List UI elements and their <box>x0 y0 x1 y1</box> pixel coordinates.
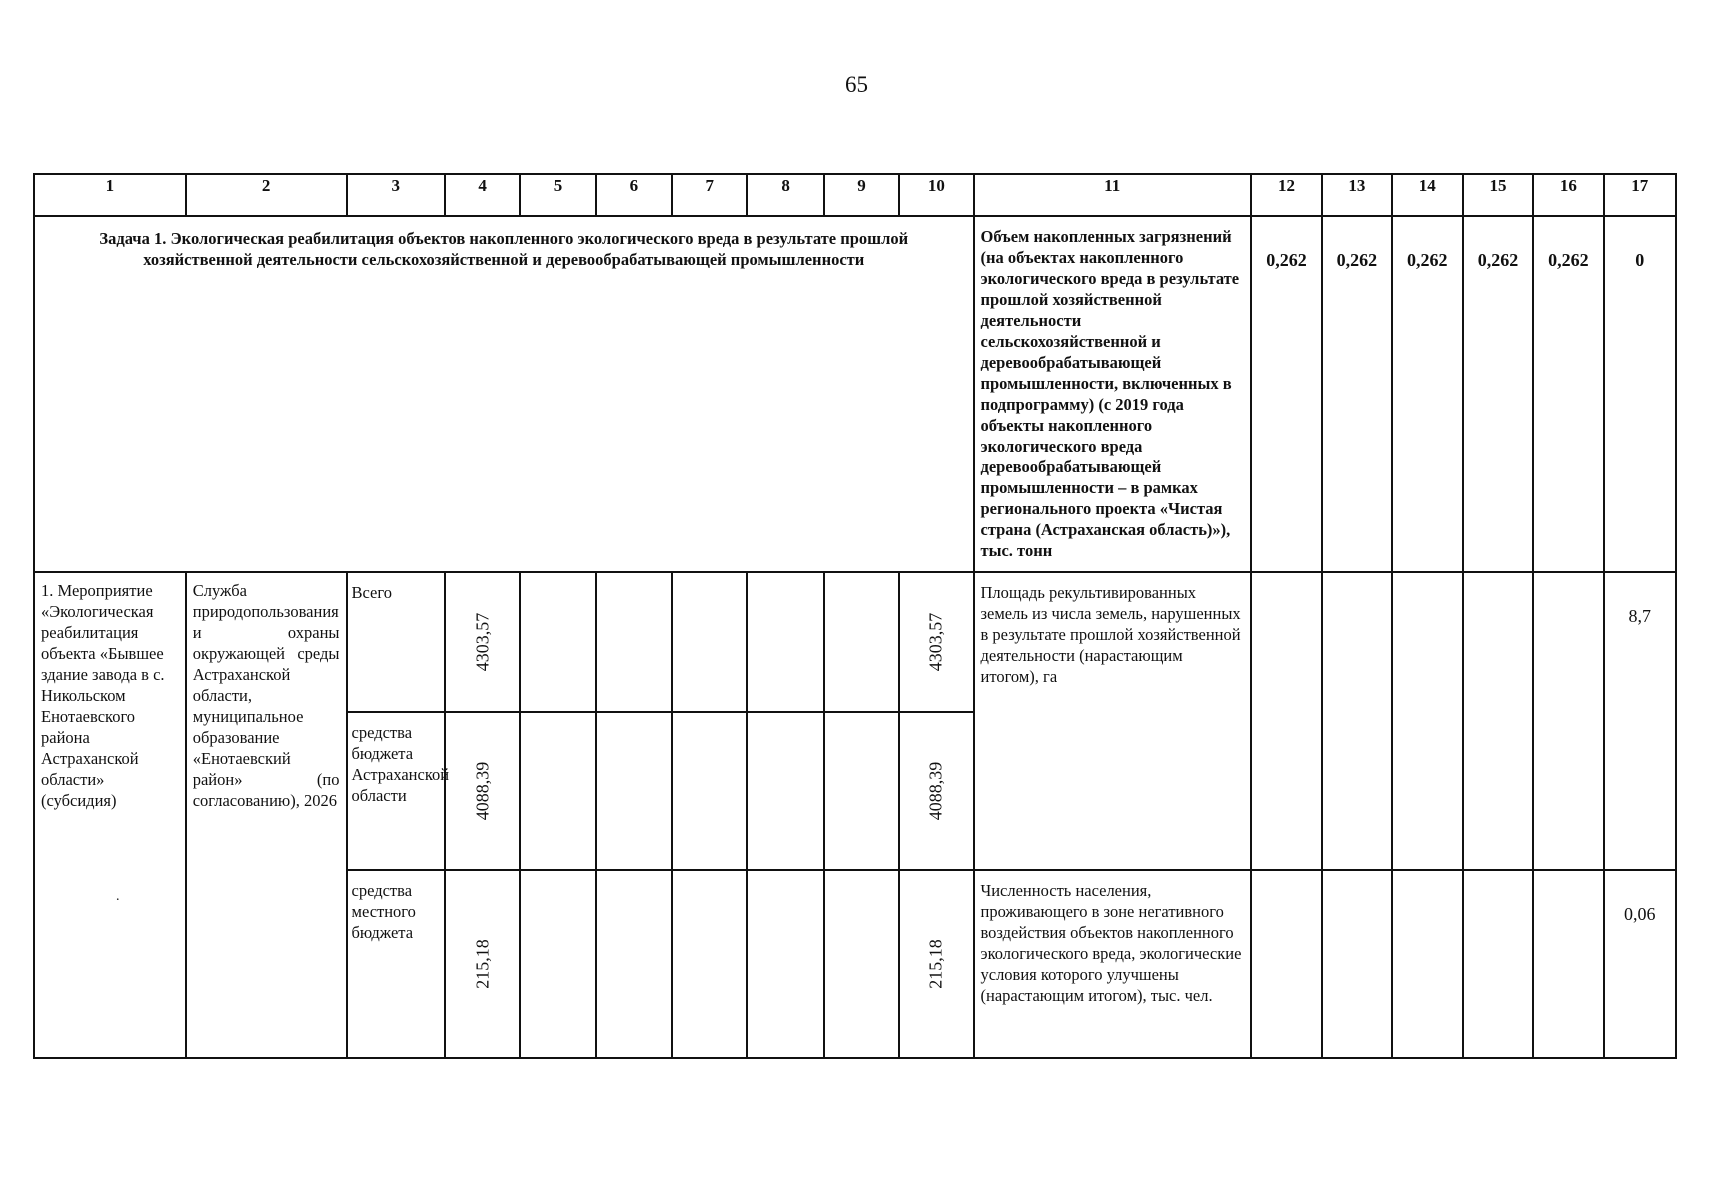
amount-value: 4088,39 <box>472 761 493 821</box>
indicator-population: Численность населения, проживающего в зоне негативного воздействия объектов накопленного экологического вреда, экологические условия которого улучшены (нарастающим итогом), тыс. чел. <box>974 870 1251 1058</box>
column-header: 7 <box>672 174 747 216</box>
header-row <box>34 174 1676 216</box>
amount-cell <box>899 712 973 870</box>
amount-value: 4303,57 <box>472 612 493 672</box>
amount-cell <box>445 712 520 870</box>
column-header: 9 <box>824 174 899 216</box>
amount-cell <box>445 870 520 1058</box>
column-header: 8 <box>747 174 823 216</box>
measure-name: 1. Мероприятие «Экологическая реабилитация объекта «Бывшее здание завода в с. Никольском Енотаевского района Астраханской области» (субсидия) <box>34 572 186 1058</box>
funding-source: средства местного бюджета <box>347 870 445 1058</box>
column-header: 12 <box>1251 174 1322 216</box>
column-header: 16 <box>1533 174 1603 216</box>
column-header: 6 <box>596 174 672 216</box>
column-header: 4 <box>445 174 520 216</box>
amount-value: 215,18 <box>472 939 493 989</box>
amount-value: 4303,57 <box>925 612 946 672</box>
indicator-value: 0,06 <box>1604 870 1676 1058</box>
page-number: 65 <box>845 72 868 97</box>
column-header: 3 <box>347 174 445 216</box>
measure-executor: Служба природопользования и охраны окружающей среды Астраханской области, муниципальное образование «Енотаевский район» (по согласованию), 2026 <box>186 572 347 1058</box>
task-title: Задача 1. Экологическая реабилитация объектов накопленного экологического вреда в результате прошлой хозяйственной деятельности сельскохозяйственной и деревообрабатывающей промышленности <box>34 216 974 572</box>
column-header: 17 <box>1604 174 1676 216</box>
task-value: 0,262 <box>1322 216 1391 572</box>
task-value: 0,262 <box>1251 216 1322 572</box>
amount-cell <box>445 572 520 712</box>
program-table <box>33 173 1677 1059</box>
indicator-value: 8,7 <box>1604 572 1676 870</box>
amount-value: 4088,39 <box>925 761 946 821</box>
task-value: 0 <box>1604 216 1676 572</box>
task-value: 0,262 <box>1463 216 1533 572</box>
column-header: 10 <box>899 174 973 216</box>
funding-source: Всего <box>347 572 445 712</box>
task-value: 0,262 <box>1392 216 1463 572</box>
column-header: 14 <box>1392 174 1463 216</box>
task-value: 0,262 <box>1533 216 1603 572</box>
indicator-area: Площадь рекультивированных земель из числа земель, нарушенных в результате прошлой хозяйственной деятельности (нарастающим итогом), га <box>974 572 1251 870</box>
amount-cell <box>899 572 973 712</box>
funding-row-total <box>34 572 1676 712</box>
column-header: 1 <box>34 174 186 216</box>
amount-value: 215,18 <box>925 939 946 989</box>
column-header: 11 <box>974 174 1251 216</box>
task-indicator: Объем накопленных загрязнений (на объектах накопленного экологического вреда в результате прошлой хозяйственной деятельности сельскохозяйственной и деревообрабатывающей промышленности, включенных в подпрограмму) (с 2019 года объекты накопленного экологического вреда деревообрабатывающей промышленности – в рамках регионального проекта «Чистая страна (Астраханская область)»), тыс. тонн <box>974 216 1251 572</box>
column-header: 2 <box>186 174 347 216</box>
column-header: 13 <box>1322 174 1391 216</box>
stray-dot: . <box>116 889 120 904</box>
funding-source: средства бюджета Астраханской области <box>347 712 445 870</box>
column-header: 15 <box>1463 174 1533 216</box>
amount-cell <box>899 870 973 1058</box>
task-row <box>34 216 1676 572</box>
column-header: 5 <box>520 174 595 216</box>
